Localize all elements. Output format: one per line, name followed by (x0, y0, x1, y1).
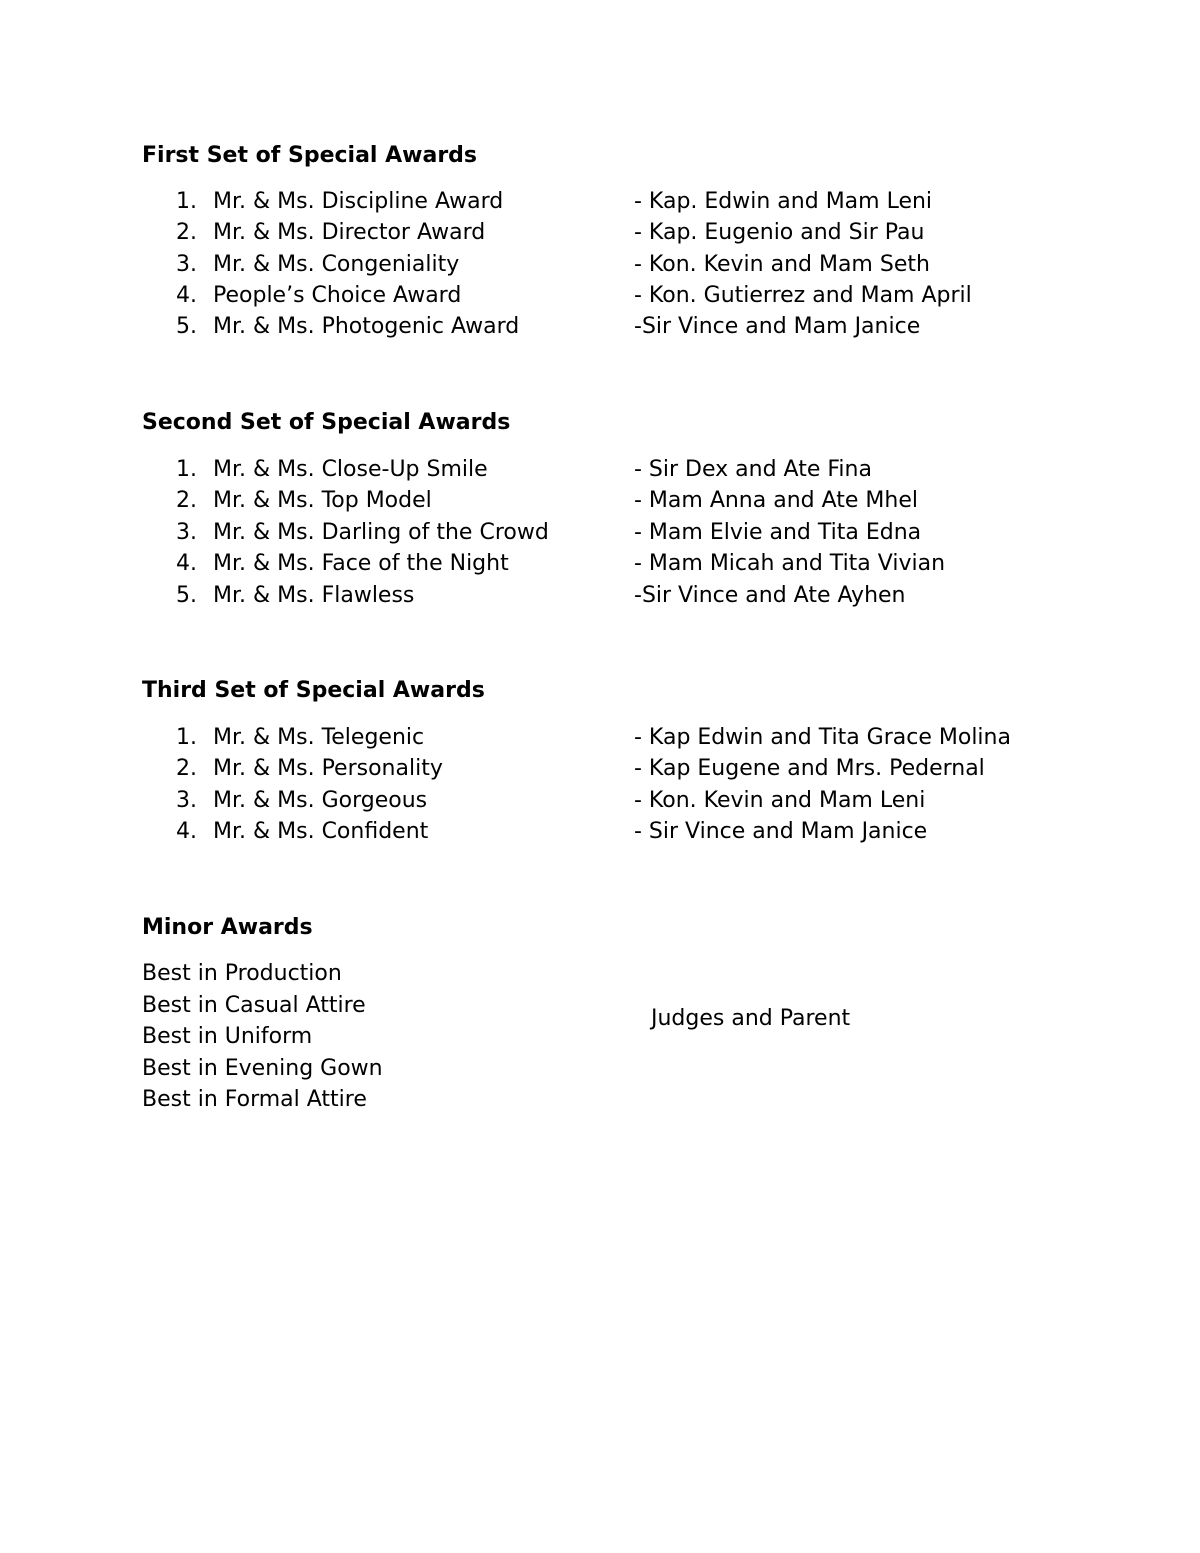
award-name: Mr. & Ms. Confident (213, 819, 429, 844)
award-presenter: - Mam Anna and Ate Mhel (634, 488, 919, 513)
award-presenter: - Kon. Kevin and Mam Leni (634, 788, 926, 813)
minor-award-item: Best in Casual Attire (142, 993, 366, 1018)
list-number: 2. (176, 220, 197, 245)
minor-award-presenter: Judges and Parent (651, 1006, 851, 1031)
list-number: 1. (176, 725, 197, 750)
award-presenter: - Mam Elvie and Tita Edna (634, 520, 922, 545)
award-name: Mr. & Ms. Close-Up Smile (213, 457, 488, 482)
award-row (0, 249, 1200, 280)
award-row (0, 753, 1200, 784)
award-name: Mr. & Ms. Director Award (213, 220, 486, 245)
award-name: Mr. & Ms. Darling of the Crowd (213, 520, 549, 545)
list-number: 5. (176, 314, 197, 339)
award-presenter: - Kap Eugene and Mrs. Pedernal (634, 756, 985, 781)
list-number: 3. (176, 252, 197, 277)
list-number: 1. (176, 189, 197, 214)
list-number: 2. (176, 488, 197, 513)
list-number: 3. (176, 788, 197, 813)
award-presenter: -Sir Vince and Ate Ayhen (634, 583, 906, 608)
award-row (0, 548, 1200, 579)
award-name: Mr. & Ms. Discipline Award (213, 189, 504, 214)
list-number: 4. (176, 551, 197, 576)
section-heading: Second Set of Special Awards (142, 410, 511, 435)
award-presenter: - Mam Micah and Tita Vivian (634, 551, 946, 576)
award-row (0, 485, 1200, 516)
award-name: Mr. & Ms. Top Model (213, 488, 432, 513)
award-row (0, 722, 1200, 753)
award-name: Mr. & Ms. Photogenic Award (213, 314, 520, 339)
section-heading: Minor Awards (142, 915, 313, 940)
award-presenter: - Kap Edwin and Tita Grace Molina (634, 725, 1011, 750)
award-row (0, 816, 1200, 847)
award-name: Mr. & Ms. Congeniality (213, 252, 460, 277)
award-presenter: - Sir Vince and Mam Janice (634, 819, 928, 844)
award-row (0, 785, 1200, 816)
list-number: 4. (176, 819, 197, 844)
minor-award-item: Best in Uniform (142, 1024, 313, 1049)
minor-award-item: Best in Evening Gown (142, 1056, 383, 1081)
award-name: Mr. & Ms. Face of the Night (213, 551, 509, 576)
award-row (0, 517, 1200, 548)
list-number: 1. (176, 457, 197, 482)
award-presenter: - Kon. Kevin and Mam Seth (634, 252, 930, 277)
award-name: Mr. & Ms. Gorgeous (213, 788, 428, 813)
award-name: Mr. & Ms. Personality (213, 756, 443, 781)
section-heading: First Set of Special Awards (142, 143, 478, 168)
list-number: 2. (176, 756, 197, 781)
list-number: 5. (176, 583, 197, 608)
minor-award-item: Best in Formal Attire (142, 1087, 367, 1112)
award-presenter: - Kap. Edwin and Mam Leni (634, 189, 933, 214)
award-row (0, 280, 1200, 311)
award-row (0, 454, 1200, 485)
award-row (0, 311, 1200, 342)
award-row (0, 217, 1200, 248)
award-presenter: - Kon. Gutierrez and Mam April (634, 283, 972, 308)
list-number: 3. (176, 520, 197, 545)
award-presenter: - Sir Dex and Ate Fina (634, 457, 872, 482)
award-row (0, 186, 1200, 217)
award-presenter: -Sir Vince and Mam Janice (634, 314, 921, 339)
award-name: People’s Choice Award (213, 283, 462, 308)
award-row (0, 580, 1200, 611)
section-heading: Third Set of Special Awards (142, 678, 485, 703)
list-number: 4. (176, 283, 197, 308)
minor-award-item: Best in Production (142, 961, 342, 986)
award-presenter: - Kap. Eugenio and Sir Pau (634, 220, 925, 245)
award-name: Mr. & Ms. Telegenic (213, 725, 425, 750)
award-name: Mr. & Ms. Flawless (213, 583, 415, 608)
